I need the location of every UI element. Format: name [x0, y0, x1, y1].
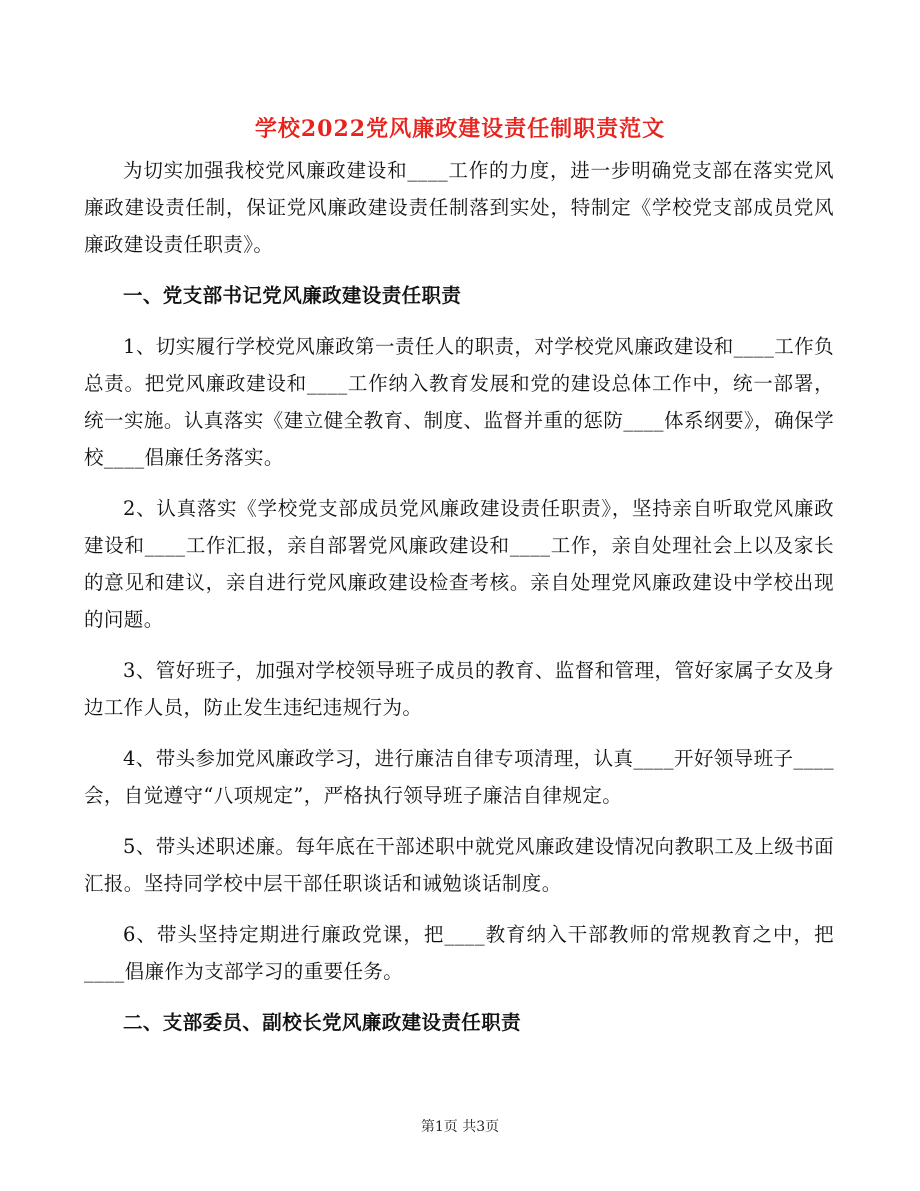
intro-paragraph: 为切实加强我校党风廉政建设和____工作的力度，进一步明确党支部在落实党风廉政建设责任制，保证党风廉政建设责任制落到实处，特制定《学校党支部成员党风廉政建设责任职责》。: [84, 159, 834, 256]
item-paragraph-1: 1、切实履行学校党风廉政第一责任人的职责，对学校党风廉政建设和____工作负总责。把党风廉政建设和____工作纳入教育发展和党的建设总体工作中，统一部署，统一实施。认真落实《建立健全教育、制度、监督并重的惩防____体系纲要》，确保学校____倡廉任务落实。: [84, 335, 834, 469]
section-heading-1: 一、党支部书记党风廉政建设责任职责: [123, 284, 462, 307]
item-paragraph-2: 2、认真落实《学校党支部成员党风廉政建设责任职责》，坚持亲自听取党风廉政建设和____工作汇报，亲自部署党风廉政建设和____工作，亲自处理社会上以及家长的意见和建议，亲自进行党风廉政建设检查考核。亲自处理党风廉政建设中学校出现的问题。: [84, 497, 834, 631]
item-paragraph-6: 6、带头坚持定期进行廉政党课，把____教育纳入干部教师的常规教育之中，把____倡廉作为支部学习的重要任务。: [84, 923, 834, 983]
document-title: 学校2022党风廉政建设责任制职责范文: [254, 116, 666, 142]
item-paragraph-5: 5、带头述职述廉。每年底在干部述职中就党风廉政建设情况向教职工及上级书面汇报。坚持同学校中层干部任职谈话和诫勉谈话制度。: [84, 835, 834, 895]
page-number-footer: 第1页 共3页: [420, 1119, 500, 1135]
item-paragraph-3: 3、管好班子，加强对学校领导班子成员的教育、监督和管理，管好家属子女及身边工作人员，防止发生违纪违规行为。: [84, 659, 834, 719]
document-body: [84, 152, 834, 1041]
item-paragraph-4: 4、带头参加党风廉政学习，进行廉洁自律专项清理，认真____开好领导班子____会，自觉遵守“八项规定”，严格执行领导班子廉洁自律规定。: [84, 747, 834, 807]
section-heading-2: 二、支部委员、副校长党风廉政建设责任职责: [123, 1011, 522, 1034]
